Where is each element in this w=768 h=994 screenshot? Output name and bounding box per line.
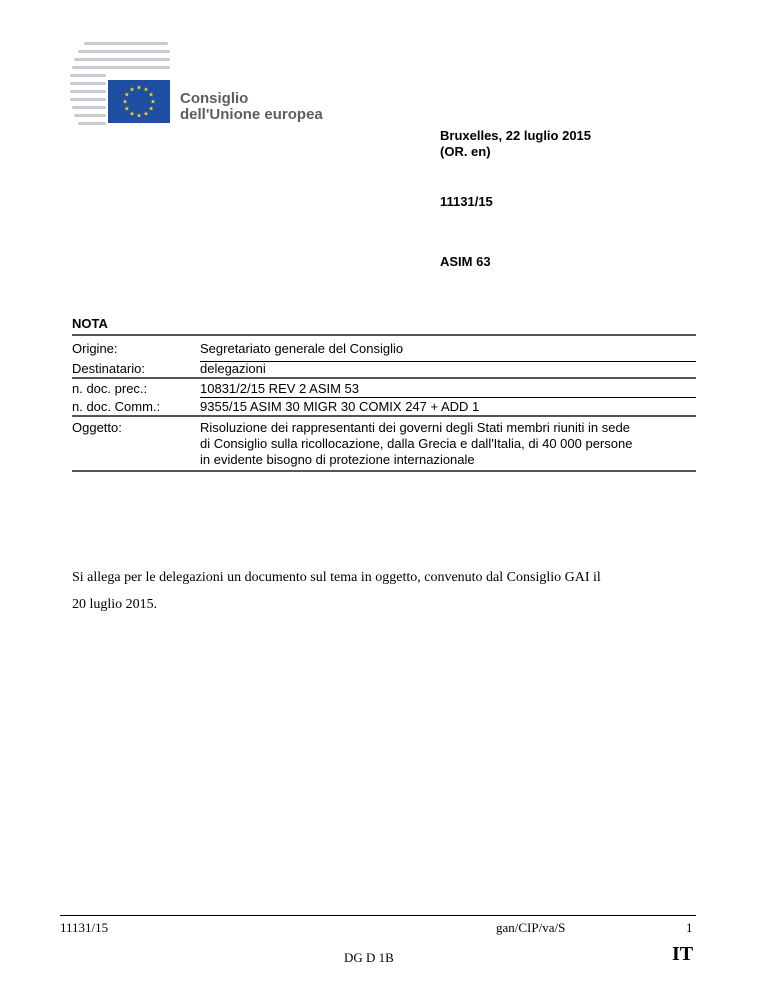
row-label-origin: Origine: — [72, 341, 118, 356]
table-rule — [72, 415, 696, 417]
original-language: (OR. en) — [440, 144, 491, 159]
body-line: Si allega per le delegazioni un documento sul tema in oggetto, convenuto dal Consiglio GAI il — [72, 570, 601, 585]
place-date: Bruxelles, 22 luglio 2015 — [440, 128, 592, 143]
flag-star — [130, 111, 135, 115]
row-value-prev-doc: 10831/2/15 REV 2 ASIM 53 — [200, 381, 359, 396]
council-logo — [70, 38, 330, 130]
flag-star — [123, 99, 128, 103]
body-line: 20 luglio 2015. — [72, 597, 158, 612]
footer-doc-number: 11131/15 — [60, 920, 109, 935]
row-label-prev-doc: n. doc. prec.: — [72, 381, 148, 396]
flag-star — [149, 92, 154, 96]
flag-star — [149, 106, 154, 110]
note-type: NOTA — [72, 316, 108, 331]
flag-star — [125, 92, 130, 96]
row-label-comm-doc: n. doc. Comm.: — [72, 399, 161, 414]
table-rule — [72, 334, 696, 336]
flag-star — [151, 99, 156, 103]
footer-rule — [60, 915, 696, 916]
flag-star — [125, 106, 130, 110]
footer-reference: gan/CIP/va/S — [496, 920, 566, 935]
subject-line: Risoluzione dei rappresentanti dei governi degli Stati membri riuniti in sede — [200, 420, 630, 435]
table-rule — [72, 470, 696, 472]
subject-line: di Consiglio sulla ricollocazione, dalla Grecia e dall'Italia, di 40 000 persone — [200, 436, 633, 451]
row-value-subject — [200, 420, 696, 468]
footer-page-number: 1 — [686, 920, 693, 935]
flag-star — [144, 87, 149, 91]
classification-code: ASIM 63 — [440, 254, 491, 269]
flag-star — [144, 111, 149, 115]
table-rule — [200, 397, 696, 398]
row-value-recipient: delegazioni — [200, 361, 266, 376]
footer-dg: DG D 1B — [344, 950, 394, 965]
row-value-origin: Segretariato generale del Consiglio — [200, 341, 404, 356]
eu-flag-icon — [108, 80, 170, 123]
row-label-subject: Oggetto: — [72, 420, 122, 435]
footer-language-code: IT — [672, 943, 694, 965]
table-rule — [72, 377, 696, 379]
subject-line: in evidente bisogno di protezione internazionale — [200, 452, 475, 467]
row-value-comm-doc: 9355/15 ASIM 30 MIGR 30 COMIX 247 + ADD 1 — [200, 399, 480, 414]
flag-star — [137, 85, 142, 89]
body-paragraph — [72, 564, 702, 618]
document-number: 11131/15 — [440, 194, 493, 209]
org-name-line2: dell'Unione europea — [180, 106, 323, 123]
flag-star — [137, 113, 142, 117]
row-label-recipient: Destinatario: — [72, 361, 145, 376]
flag-star — [130, 87, 135, 91]
org-name-line1: Consiglio — [180, 90, 249, 107]
